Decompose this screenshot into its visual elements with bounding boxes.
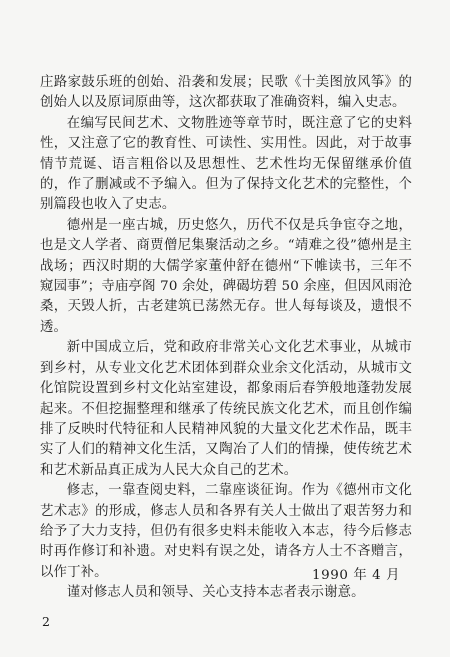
paragraph-4: 新中国成立后，党和政府非常关心文化艺术事业，从城市到乡村，从专业文化艺术团体到群众业余文化活动，从城市文化馆院设置到乡村文化站室建设，都象雨后春笋般地蓬勃发展起来。不但挖掘整理和继承了传统民族文化艺术，而且创作编排了反映时代特征和人民精神风貌的大量文化艺术作品，既丰实了人们的精神文化生活，又陶冶了人们的情操，使传统艺术和艺术新品真正成为人民大众自己的艺术。 [40, 340, 412, 478]
paragraph-6: 谨对修志人员和领导、关心支持本志者表示谢意。 [66, 585, 365, 601]
page-number: 2 [42, 614, 50, 629]
date-line: 1990 年 4 月 [312, 568, 401, 583]
paragraph-1: 庄路家鼓乐班的创始、沿袭和发展；民歌《十美图放风筝》的创始人以及原词原曲等，这次都获取了准确资料，编入史志。 [40, 75, 412, 111]
paragraph-3: 德州是一座古城，历史悠久，历代不仅是兵争宦夺之地，也是文人学者、商贾僧尼集聚活动之乡。“靖难之役”德州是主战场；西汉时期的大儒学家董仲舒在德州“下帷读书，三年不窥园事”；寺庙亭阁 70 余处，碑碣坊碧 50 余座，但因风雨沧桑，天毁人折，古老建筑已荡然无存。世人每每谈及，遗恨不透。 [40, 217, 412, 335]
preface-text-block [40, 73, 412, 604]
paragraph-2: 在编写民间艺术、文物胜迹等章节时，既注意了它的史料性，又注意了它的教育性、可读性、实用性。因此，对于故事情节荒诞、语言粗俗以及思想性、艺术性均无保留继承价值的，作了删减或不予编入。但为了保持文化艺术的完整性，个别篇段也收入了史志。 [40, 115, 412, 213]
paragraph-5: 修志，一靠查阅史料，二靠座谈征询。作为《德州市文化艺术志》的形成，修志人员和各界有关人士做出了艰苦努力和给予了大力支持，但仍有很多史料未能收入本志，待今后修志时再作修订和补遗。对史料有误之处，请各方人士不吝赠言，以作丁补。 [40, 483, 412, 580]
